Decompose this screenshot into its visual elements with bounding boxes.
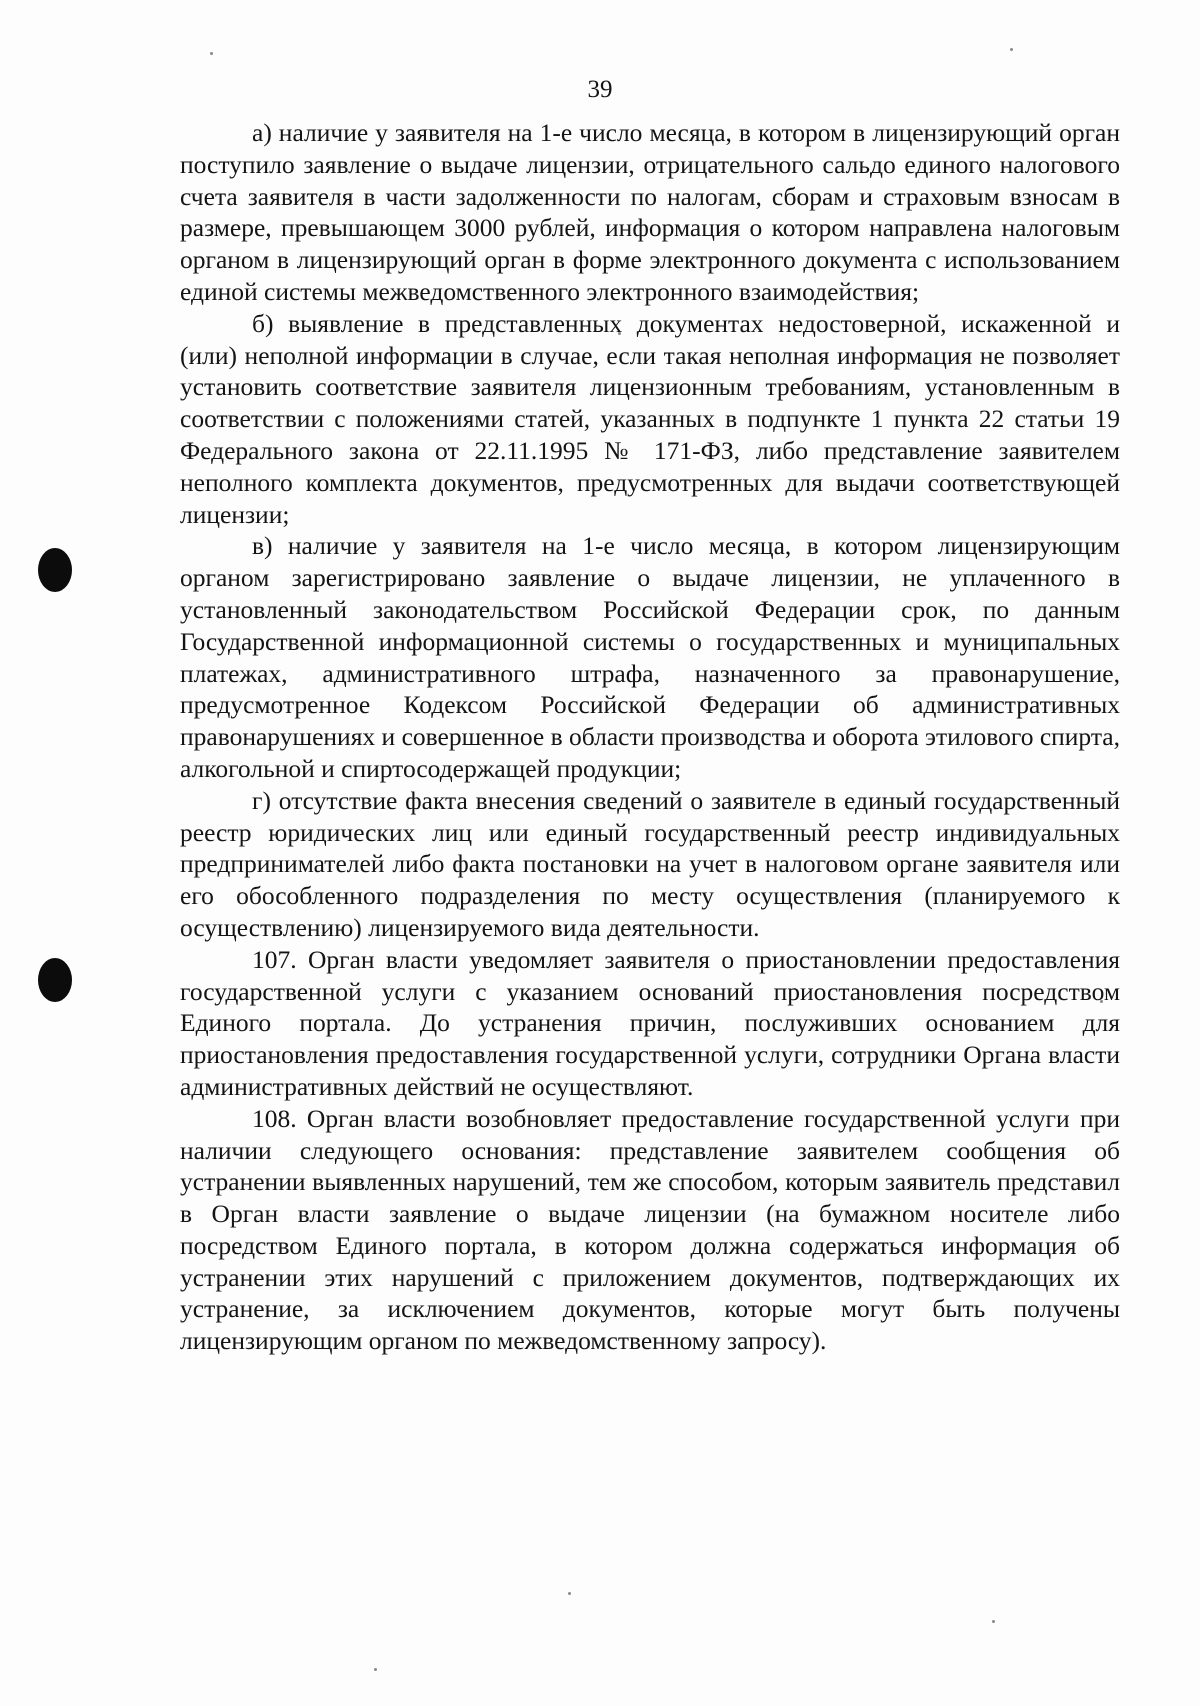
paragraph-b: б) выявление в представленных документах недостоверной, искаженной и (или) неполной информации в случае, если такая неполная информация не позволяет установить соответствие заявителя лицензионным требованиям, установленным в соответствии с положениями статей, указанных в подпункте 1 пункта 22 статьи 19 Федерального закона от 22.11.1995 № 171-ФЗ, либо представление заявителем неполного комплекта документов, предусмотренных для выдачи соответствующей лицензии; (180, 308, 1120, 529)
scan-speck (992, 1620, 995, 1623)
punch-hole-top (38, 548, 72, 592)
paragraph-107: 107. Орган власти уведомляет заявителя о приостановлении предоставления государственной услуги с указанием оснований приостановления посредством Единого портала. До устранения причин, послуживших основанием для приостановления предоставления государственной услуги, сотрудники Органа власти административных действий не осуществляют. (180, 944, 1120, 1101)
scan-speck (568, 1592, 571, 1595)
punch-hole-bottom (38, 958, 72, 1002)
scan-speck (210, 52, 213, 55)
paragraph-g: г) отсутствие факта внесения сведений о заявителе в единый государственный реестр юридических лиц или единый государственный реестр индивидуальных предпринимателей либо факта постановки на учет в налоговом органе заявителя или его обособленного подразделения по месту осуществления (планируемого к осуществлению) лицензируемого вида деятельности. (180, 785, 1120, 942)
scan-speck (1010, 48, 1013, 51)
paragraph-108: 108. Орган власти возобновляет предоставление государственной услуги при наличии следующего основания: представление заявителем сообщения об устранении выявленных нарушений, тем же способом, которым заявитель представил в Орган власти заявление о выдаче лицензии (на бумажном носителе либо посредством Единого портала, в котором должна содержаться информация об устранении этих нарушений с приложением документов, подтверждающих их устранение, за исключением документов, которые могут быть получены лицензирующим органом по межведомственному запросу). (180, 1103, 1120, 1356)
page-number: 39 (587, 76, 613, 103)
scan-speck (374, 1668, 377, 1671)
paragraph-v: в) наличие у заявителя на 1-е число месяца, в котором лицензирующим органом зарегистрировано заявление о выдаче лицензии, не уплаченного в установленный законодательством Российской Федерации срок, по данным Государственной информационной системы о государственных и муниципальных платежах, административного штрафа, назначенного за правонарушение, предусмотренное Кодексом Российской Федерации об административных правонарушениях и совершенное в области производства и оборота этилового спирта, алкогольной и спиртосодержащей продукции; (180, 531, 1120, 783)
paragraph-a: а) наличие у заявителя на 1-е число месяца, в котором в лицензирующий орган поступило заявление о выдаче лицензии, отрицательного сальдо единого налогового счета заявителя в части задолженности по налогам, сборам и страховым взносам в размере, превышающем 3000 рублей, информация о котором направлена налоговым органом в лицензирующий орган в форме электронного документа с использованием единой системы межведомственного электронного взаимодействия; (180, 118, 1120, 306)
document-body (180, 117, 1120, 1357)
